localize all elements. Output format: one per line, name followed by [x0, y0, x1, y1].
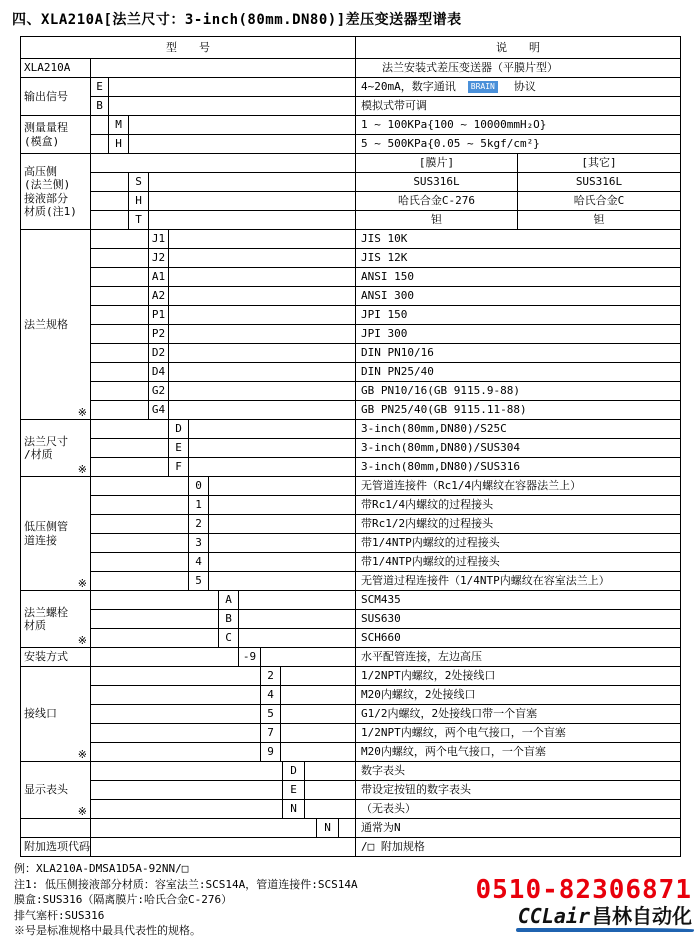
vendor-phone: 0510-82306871 — [475, 875, 692, 905]
spacer-cell — [91, 477, 189, 496]
option-code: 5 — [261, 705, 281, 724]
section-hp-wetted-material — [21, 154, 681, 230]
spacer-cell — [339, 819, 356, 838]
section-flange-bolt-material — [21, 591, 681, 648]
option-code: P2 — [149, 325, 169, 344]
spacer-cell — [91, 553, 189, 572]
spacer-cell — [91, 686, 261, 705]
option-description: 水平配管连接，左边高压 — [356, 648, 681, 667]
spacer-cell — [91, 116, 109, 135]
output-signal-label: 输出信号 — [21, 78, 91, 116]
table-header-row — [21, 37, 681, 59]
spacer-cell — [281, 724, 356, 743]
spacer-cell — [281, 705, 356, 724]
option-description: 带1/4NTP内螺纹的过程接头 — [356, 534, 681, 553]
table-row — [91, 572, 681, 591]
spacer-cell — [91, 154, 356, 173]
option-code: 0 — [189, 477, 209, 496]
vendor-name-cn: 昌林自动化 — [592, 904, 692, 928]
spacer-cell — [149, 211, 356, 230]
option-code: 9 — [261, 743, 281, 762]
table-row — [91, 534, 681, 553]
option-description: JIS 12K — [356, 249, 681, 268]
section-measuring-range — [21, 116, 681, 154]
spacer-cell — [209, 553, 356, 572]
option-code: E — [283, 781, 305, 800]
table-row — [91, 458, 681, 477]
option-description: ANSI 300 — [356, 287, 681, 306]
option-code: G2 — [149, 382, 169, 401]
option-description: 1/2NPT内螺纹，2处接线口 — [356, 667, 681, 686]
table-row — [91, 705, 681, 724]
table-row — [91, 135, 681, 154]
table-row — [91, 154, 681, 173]
note-1: 注1: 低压侧接液部分材质：容室法兰:SCS14A，管道连接件:SCS14A — [14, 877, 358, 891]
model-name-cell: XLA210A — [21, 59, 91, 78]
spacer-cell — [91, 534, 189, 553]
spacer-cell — [91, 458, 169, 477]
table-row — [91, 249, 681, 268]
table-row — [91, 591, 681, 610]
spacer-cell — [169, 230, 356, 249]
section-display-head — [21, 762, 681, 819]
section-flange-spec — [21, 230, 681, 420]
spacer-cell — [281, 686, 356, 705]
option-code: D2 — [149, 344, 169, 363]
spacer-cell — [91, 705, 261, 724]
option-description: GB PN10/16(GB 9115.9-88) — [356, 382, 681, 401]
option-description: 3-inch(80mm,DN80)/SUS304 — [356, 439, 681, 458]
option-code: 2 — [261, 667, 281, 686]
table-row — [91, 401, 681, 420]
spacer-cell — [305, 762, 356, 781]
option-description: 带Rc1/2内螺纹的过程接头 — [356, 515, 681, 534]
table-row — [91, 97, 681, 116]
spacer-cell — [169, 306, 356, 325]
spacer-cell — [91, 287, 149, 306]
option-description: JPI 150 — [356, 306, 681, 325]
spacer-cell — [91, 211, 129, 230]
spacer-cell — [129, 116, 356, 135]
spacer-cell — [169, 382, 356, 401]
spacer-cell — [91, 420, 169, 439]
spacer-cell — [91, 59, 356, 78]
option-code: D — [283, 762, 305, 781]
spacer-cell — [169, 268, 356, 287]
spacer-cell — [209, 496, 356, 515]
spacer-cell — [239, 591, 356, 610]
option-description: 通常为N — [356, 819, 681, 838]
table-row — [91, 629, 681, 648]
option-code: H — [109, 135, 129, 154]
diaphragm-material: 钽 — [356, 211, 518, 230]
option-code: 2 — [189, 515, 209, 534]
option-code: P1 — [149, 306, 169, 325]
table-row — [91, 743, 681, 762]
table-row — [91, 268, 681, 287]
spacer-cell — [91, 667, 261, 686]
spacer-cell — [169, 287, 356, 306]
row-model — [21, 59, 681, 78]
spacer-cell — [239, 629, 356, 648]
option-code: G4 — [149, 401, 169, 420]
others-column-header: [其它] — [518, 154, 681, 173]
spacer-cell — [261, 648, 356, 667]
option-description: JPI 300 — [356, 325, 681, 344]
spacer-cell — [91, 268, 149, 287]
option-description: M20内螺纹，两个电气接口，一个盲塞 — [356, 743, 681, 762]
option-code: 4 — [261, 686, 281, 705]
mounting-label: 安装方式 — [21, 648, 91, 667]
option-code: 1 — [189, 496, 209, 515]
option-code: A — [219, 591, 239, 610]
spacer-cell — [109, 78, 356, 97]
others-material: 钽 — [518, 211, 681, 230]
option-description: DIN PN25/40 — [356, 363, 681, 382]
option-description: SCH660 — [356, 629, 681, 648]
section-usually-n — [21, 819, 681, 838]
table-row — [91, 724, 681, 743]
table-row — [91, 838, 681, 857]
option-code: E — [169, 439, 189, 458]
measuring-range-label: 测量量程 (模盒) — [21, 116, 91, 154]
wiring-port-label: 接线口 ※ — [21, 667, 91, 762]
others-material: 哈氏合金C — [518, 192, 681, 211]
option-description: 3-inch(80mm,DN80)/SUS316 — [356, 458, 681, 477]
empty-label-cell — [21, 819, 91, 838]
standard-mark: ※ — [77, 463, 87, 476]
model-description: 法兰安装式差压变送器（平膜片型） — [356, 59, 681, 78]
option-code: B — [91, 97, 109, 116]
section-lp-pipe-connection — [21, 477, 681, 591]
spacer-cell — [281, 743, 356, 762]
option-description: 1 ~ 100KPa{100 ~ 10000mmH₂O} — [356, 116, 681, 135]
table-row — [91, 496, 681, 515]
display-head-label: 显示表头 ※ — [21, 762, 91, 819]
spacer-cell — [169, 363, 356, 382]
standard-mark: ※ — [77, 634, 87, 647]
table-row — [91, 363, 681, 382]
spacer-cell — [239, 610, 356, 629]
table-row — [91, 781, 681, 800]
option-code: N — [283, 800, 305, 819]
table-row — [91, 648, 681, 667]
spacer-cell — [189, 420, 356, 439]
option-description: M20内螺纹，2处接线口 — [356, 686, 681, 705]
option-code: N — [317, 819, 339, 838]
section-flange-size-material — [21, 420, 681, 477]
table-row — [91, 78, 681, 97]
option-code: T — [129, 211, 149, 230]
table-row — [91, 686, 681, 705]
standard-mark: ※ — [77, 748, 87, 761]
option-code: 7 — [261, 724, 281, 743]
spacer-cell — [91, 762, 283, 781]
option-description: 无管道过程连接件（1/4NTP内螺纹在容室法兰上） — [356, 572, 681, 591]
spacer-cell — [91, 192, 129, 211]
page-title: 四、XLA210A[法兰尺寸：3-inch(80mm.DN80)]差压变送器型谱表 — [12, 12, 462, 28]
option-description: 数字表头 — [356, 762, 681, 781]
spacer-cell — [169, 344, 356, 363]
option-code: J2 — [149, 249, 169, 268]
spacer-cell — [91, 781, 283, 800]
option-code: 5 — [189, 572, 209, 591]
spacer-cell — [209, 477, 356, 496]
spacer-cell — [91, 800, 283, 819]
spacer-cell — [91, 135, 109, 154]
section-additional-options — [21, 838, 681, 857]
spacer-cell — [305, 781, 356, 800]
table-row — [91, 382, 681, 401]
vendor-name-en: CCLair — [517, 904, 590, 928]
vendor-logo — [518, 905, 692, 933]
desc-text: 协议 — [513, 80, 536, 93]
flange-spec-label: 法兰规格 ※ — [21, 230, 91, 420]
spacer-cell — [91, 439, 169, 458]
option-code: S — [129, 173, 149, 192]
spacer-cell — [149, 173, 356, 192]
additional-options-label: 附加选项代码 — [21, 838, 91, 857]
spacer-cell — [91, 648, 239, 667]
option-code: B — [219, 610, 239, 629]
note-vent-plug: 排气塞杆:SUS316 — [14, 908, 105, 922]
section-output-signal — [21, 78, 681, 116]
option-description: （无表头） — [356, 800, 681, 819]
spacer-cell — [129, 135, 356, 154]
table-row — [91, 800, 681, 819]
spacer-cell — [91, 838, 356, 857]
note-example: 例：XLA210A-DMSA1D5A-92NN/□ — [14, 862, 189, 875]
spacer-cell — [91, 610, 219, 629]
diaphragm-material: 哈氏合金C-276 — [356, 192, 518, 211]
model-column-header: 型 号 — [21, 37, 356, 59]
option-description: DIN PN10/16 — [356, 344, 681, 363]
hp-wetted-material-label: 高压侧 (法兰侧) 接液部分 材质(注1) — [21, 154, 91, 230]
spacer-cell — [169, 249, 356, 268]
flange-size-label: 法兰尺寸 /材质 ※ — [21, 420, 91, 477]
table-row — [91, 230, 681, 249]
spacer-cell — [169, 401, 356, 420]
table-row — [91, 211, 681, 230]
option-description: 5 ~ 500KPa{0.05 ~ 5kgf/cm²} — [356, 135, 681, 154]
table-row — [91, 762, 681, 781]
logo-swoosh-graphic — [516, 928, 694, 932]
flange-bolt-label: 法兰螺栓 材质 ※ — [21, 591, 91, 648]
option-code: D4 — [149, 363, 169, 382]
table-row — [91, 553, 681, 572]
option-description: /□ 附加规格 — [356, 838, 681, 857]
table-row — [91, 116, 681, 135]
table-row — [91, 192, 681, 211]
option-code: 4 — [189, 553, 209, 572]
spacer-cell — [91, 344, 149, 363]
table-row — [91, 325, 681, 344]
option-description: 无管道连接件（Rc1/4内螺纹在容器法兰上） — [356, 477, 681, 496]
option-code: C — [219, 629, 239, 648]
option-code: F — [169, 458, 189, 477]
spacer-cell — [91, 249, 149, 268]
spacer-cell — [91, 724, 261, 743]
spacer-cell — [91, 230, 149, 249]
option-code: E — [91, 78, 109, 97]
spacer-cell — [91, 819, 317, 838]
spacer-cell — [91, 306, 149, 325]
option-code: D — [169, 420, 189, 439]
table-row — [91, 306, 681, 325]
table-row — [91, 344, 681, 363]
spacer-cell — [281, 667, 356, 686]
spacer-cell — [91, 325, 149, 344]
section-mounting — [21, 648, 681, 667]
option-code: A2 — [149, 287, 169, 306]
spacer-cell — [305, 800, 356, 819]
option-description — [356, 78, 681, 97]
table-row — [91, 515, 681, 534]
diaphragm-material: SUS316L — [356, 173, 518, 192]
spacer-cell — [91, 496, 189, 515]
option-description: GB PN25/40(GB 9115.11-88) — [356, 401, 681, 420]
option-description: ANSI 150 — [356, 268, 681, 287]
spacer-cell — [91, 173, 129, 192]
spacer-cell — [91, 572, 189, 591]
option-description: 带Rc1/4内螺纹的过程接头 — [356, 496, 681, 515]
option-description: 3-inch(80mm,DN80)/S25C — [356, 420, 681, 439]
spacer-cell — [189, 439, 356, 458]
spacer-cell — [91, 515, 189, 534]
spacer-cell — [91, 629, 219, 648]
table-row — [91, 667, 681, 686]
section-wiring-port — [21, 667, 681, 762]
protocol-highlight: BRAIN — [468, 81, 498, 93]
option-code: A1 — [149, 268, 169, 287]
spacer-cell — [169, 325, 356, 344]
spacer-cell — [91, 382, 149, 401]
option-description: SCM435 — [356, 591, 681, 610]
option-code: M — [109, 116, 129, 135]
table-row — [91, 439, 681, 458]
spacer-cell — [91, 591, 219, 610]
standard-mark: ※ — [77, 805, 87, 818]
option-description: 带设定按钮的数字表头 — [356, 781, 681, 800]
spacer-cell — [91, 743, 261, 762]
vendor-stamp — [476, 876, 693, 933]
note-capsule: 膜盒:SUS316（隔离膜片:哈氏合金C-276） — [14, 893, 233, 906]
option-description: 1/2NPT内螺纹，两个电气接口，一个盲塞 — [356, 724, 681, 743]
spacer-cell — [91, 363, 149, 382]
note-standard-mark: ※号是标准规格中最具代表性的规格。 — [14, 924, 201, 937]
spacer-cell — [109, 97, 356, 116]
others-material: SUS316L — [518, 173, 681, 192]
option-description: JIS 10K — [356, 230, 681, 249]
option-code: -9 — [239, 648, 261, 667]
option-code: J1 — [149, 230, 169, 249]
spacer-cell — [209, 515, 356, 534]
option-code: H — [129, 192, 149, 211]
description-column-header: 说 明 — [356, 37, 681, 59]
lp-pipe-connection-label: 低压侧管 道连接 ※ — [21, 477, 91, 591]
standard-mark: ※ — [77, 406, 87, 419]
table-row — [91, 173, 681, 192]
spacer-cell — [189, 458, 356, 477]
model-code-table — [20, 36, 681, 857]
option-code: 3 — [189, 534, 209, 553]
desc-text: 4~20mA，数字通讯 — [361, 80, 456, 93]
table-row — [91, 287, 681, 306]
spacer-cell — [91, 401, 149, 420]
standard-mark: ※ — [77, 577, 87, 590]
spacer-cell — [209, 572, 356, 591]
table-row — [91, 477, 681, 496]
diaphragm-column-header: [膜片] — [356, 154, 518, 173]
spacer-cell — [149, 192, 356, 211]
option-description: 模拟式带可调 — [356, 97, 681, 116]
option-description: G1/2内螺纹，2处接线口带一个盲塞 — [356, 705, 681, 724]
table-row — [91, 819, 681, 838]
option-description: 带1/4NTP内螺纹的过程接头 — [356, 553, 681, 572]
option-description: SUS630 — [356, 610, 681, 629]
table-row — [91, 420, 681, 439]
spacer-cell — [209, 534, 356, 553]
table-row — [91, 59, 681, 78]
table-row — [91, 610, 681, 629]
